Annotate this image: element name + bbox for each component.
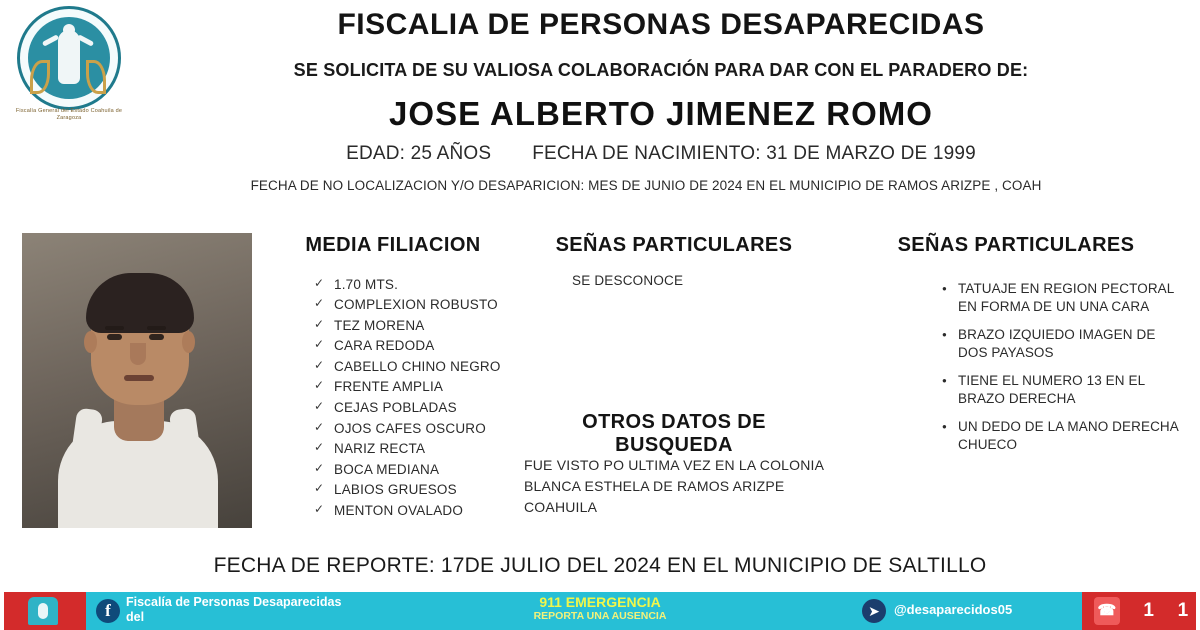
list-item: ✓ CEJAS POBLADAS: [312, 400, 522, 415]
otros-datos-heading: OTROS DATOS DE BUSQUEDA: [582, 411, 766, 456]
footer-logo-icon: [28, 597, 58, 625]
emergency-info: [430, 594, 770, 623]
state-seal-logo: [8, 4, 130, 126]
missing-person-photo: [22, 233, 252, 528]
birth-date-label: FECHA DE NACIMIENTO: 31 DE MARZO DE 1999: [532, 143, 976, 164]
facebook-icon[interactable]: f: [96, 599, 120, 623]
photo-mouth: [124, 375, 154, 381]
media-filiacion-heading: MEDIA FILIACION: [305, 234, 481, 256]
emergency-subtext: REPORTA UNA AUSENCIA: [533, 610, 667, 622]
photo-eyebrow-right: [147, 326, 166, 330]
senas-particulares-heading-2: SEÑAS PARTICULARES: [897, 234, 1135, 256]
list-item: ✓ COMPLEXION ROBUSTO: [312, 297, 522, 312]
footer-bar: [0, 592, 1200, 630]
age-and-birth-line: [130, 143, 1192, 165]
social-handle: @desaparecidos05: [894, 602, 1013, 617]
list-item: ✓ 1.70 MTS.: [312, 277, 522, 292]
list-item: ● UN DEDO DE LA MANO DERECHA CHUECO: [942, 418, 1180, 455]
list-item: ✓ TEZ MORENA: [312, 318, 522, 333]
photo-ear-right: [182, 331, 195, 353]
photo-nose: [130, 343, 146, 365]
page-title: FISCALIA DE PERSONAS DESAPARECIDAS: [337, 8, 985, 41]
right-edge-margin: [1196, 0, 1200, 630]
list-item: ✓ FRENTE AMPLIA: [312, 379, 522, 394]
media-filiacion-list: [272, 277, 522, 524]
photo-eyebrow-left: [105, 326, 124, 330]
missing-person-name: JOSE ALBERTO JIMENEZ ROMO: [389, 95, 933, 132]
seal-caption: Fiscalía General del Estado Coahuila de Zaragoza: [15, 108, 123, 121]
list-item: ● TIENE EL NUMERO 13 EN EL BRAZO DERECHA: [942, 372, 1180, 409]
facebook-page-name: Fiscalía de Personas Desaparecidas del: [126, 595, 342, 624]
senas-particulares-list-2: [902, 280, 1180, 464]
list-item: ✓ LABIOS GRUESOS: [312, 482, 522, 497]
list-item: ● TATUAJE EN REGION PECTORAL EN FORMA DE UN UNA CARA: [942, 280, 1180, 317]
list-item: ✓ NARIZ RECTA: [312, 441, 522, 456]
list-item: ✓ CARA REDODA: [312, 338, 522, 353]
senas-particulares-heading-1: SEÑAS PARTICULARES: [555, 234, 793, 256]
collaboration-subtitle: SE SOLICITA DE SU VALIOSA COLABORACIÓN PARA DAR CON EL PARADERO DE:: [293, 60, 1029, 80]
list-item: ✓ BOCA MEDIANA: [312, 462, 522, 477]
footer-number-2: 1: [1177, 600, 1189, 621]
list-item: ● BRAZO IZQUIEDO IMAGEN DE DOS PAYASOS: [942, 326, 1180, 363]
list-item: ✓ CABELLO CHINO NEGRO: [312, 359, 522, 374]
footer-logo-block: [0, 592, 86, 630]
disappearance-date-line: FECHA DE NO LOCALIZACION Y/O DESAPARICION: MES DE JUNIO DE 2024 EN EL MUNICIPIO DE RAMOS ARIZPE , COAH: [250, 178, 1042, 193]
senas-particulares-text-1: SE DESCONOCE: [572, 273, 684, 288]
telegram-icon[interactable]: ➤: [862, 599, 886, 623]
footer-right-block: [1082, 592, 1200, 630]
left-edge-margin: [0, 0, 4, 630]
otros-datos-text: FUE VISTO PO ULTIMA VEZ EN LA COLONIA BLANCA ESTHELA DE RAMOS ARIZPE COAHUILA: [524, 457, 824, 515]
emergency-number: 911 EMERGENCIA: [539, 594, 661, 610]
photo-eye-left: [107, 334, 122, 340]
list-item: ✓ OJOS CAFES OSCURO: [312, 421, 522, 436]
photo-eye-right: [149, 334, 164, 340]
list-item: ✓ MENTON OVALADO: [312, 503, 522, 518]
photo-ear-left: [84, 331, 97, 353]
age-label: EDAD: 25 AÑOS: [346, 143, 492, 164]
footer-number-1: 1: [1143, 600, 1154, 621]
report-date-line: FECHA DE REPORTE: 17DE JULIO DEL 2024 EN EL MUNICIPIO DE SALTILLO: [213, 554, 987, 577]
phone-icon: ☎: [1094, 597, 1120, 625]
